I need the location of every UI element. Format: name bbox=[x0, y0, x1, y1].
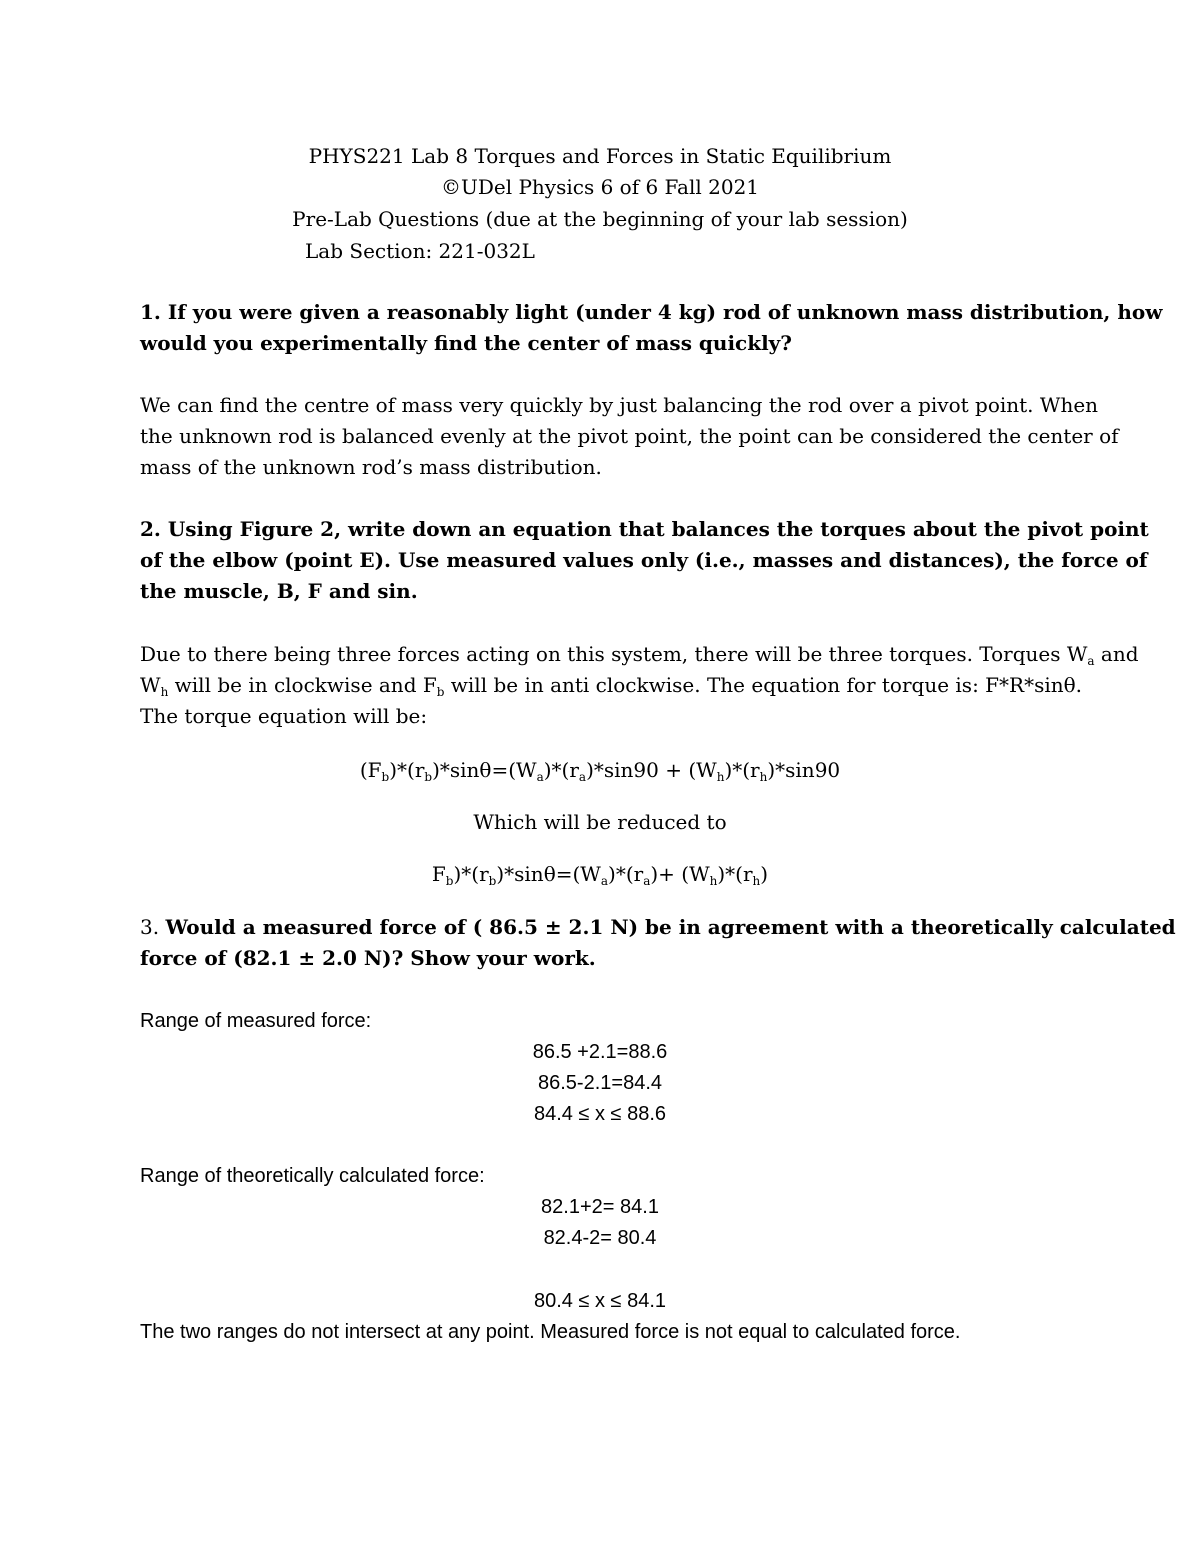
q1-question-line-2: would you experimentally find the center of mass quickly? bbox=[140, 331, 793, 355]
prelab-subtitle: Pre-Lab Questions (due at the beginning of your lab session) bbox=[292, 207, 908, 231]
measured-range: 84.4 ≤ x ≤ 88.6 bbox=[533, 1103, 667, 1125]
theoretical-range: 80.4 ≤ x ≤ 84.1 bbox=[533, 1290, 667, 1312]
q2-question-line-2: of the elbow (point E). Use measured values only (i.e., masses and distances), the force of bbox=[140, 548, 1148, 572]
q2-question-line-3: the muscle, B, F and sin. bbox=[140, 579, 418, 603]
theoretical-range-label: Range of theoretically calculated force: bbox=[140, 1165, 485, 1187]
measured-calc-1: 86.5 +2.1=88.6 bbox=[532, 1041, 668, 1063]
q3-number: 3. bbox=[140, 915, 166, 939]
q3-question-line-2: force of (82.1 ± 2.0 N)? Show your work. bbox=[140, 946, 596, 970]
torque-equation: $(F_b)*(r_b)*\sin\theta=(W_a)*(r_a)*\sin 90 + (W_h)*(r_h)*\sin 90$ bbox=[359, 758, 841, 784]
copyright-line: ©UDel Physics 6 of 6 Fall 2021 bbox=[440, 175, 760, 199]
q1-question-line-1: 1. If you were given a reasonably light (under 4 kg) rod of unknown mass distribution, how bbox=[140, 300, 1163, 324]
q2-answer-line-3: The torque equation will be: bbox=[140, 704, 428, 728]
q1-answer-line-1: We can find the centre of mass very quickly by just balancing the rod over a pivot point. When bbox=[140, 393, 1099, 417]
q2-question-line-1: 2. Using Figure 2, write down an equation that balances the torques about the pivot point bbox=[140, 517, 1149, 541]
q1-answer-line-3: mass of the unknown rod’s mass distribution. bbox=[140, 455, 602, 479]
measured-range-label: Range of measured force: bbox=[140, 1010, 372, 1032]
q2-answer-line-2: $W_h$ will be in clockwise and $F_b$ will be in anti clockwise. The equation for torque is: F*R*sinθ. bbox=[140, 673, 1083, 699]
document-title: PHYS221 Lab 8 Torques and Forces in Static Equilibrium bbox=[308, 144, 892, 168]
theoretical-calc-1: 82.1+2= 84.1 bbox=[541, 1196, 659, 1218]
q2-answer-line-1: Due to there being three forces acting on this system, there will be three torques. Torques $W_a$ and bbox=[140, 642, 1139, 668]
theoretical-calc-2: 82.4-2= 80.4 bbox=[543, 1227, 657, 1249]
conclusion: The two ranges do not intersect at any point. Measured force is not equal to calculated force. bbox=[140, 1321, 961, 1343]
lab-section: Lab Section: 221-032L bbox=[305, 239, 535, 263]
reduced-text: Which will be reduced to bbox=[473, 810, 727, 834]
q1-answer-line-2: the unknown rod is balanced evenly at the pivot point, the point can be considered the center of bbox=[140, 424, 1119, 448]
reduced-torque-equation: $F_b)*(r_b)*\sin\theta=(W_a)*(r_a)+ (W_h)*(r_h)$ bbox=[431, 862, 769, 888]
q3-question-line-1: 3. Would a measured force of ( 86.5 ± 2.1 N) be in agreement with a theoretically calculated bbox=[140, 915, 1176, 939]
measured-calc-2: 86.5-2.1=84.4 bbox=[538, 1072, 662, 1094]
